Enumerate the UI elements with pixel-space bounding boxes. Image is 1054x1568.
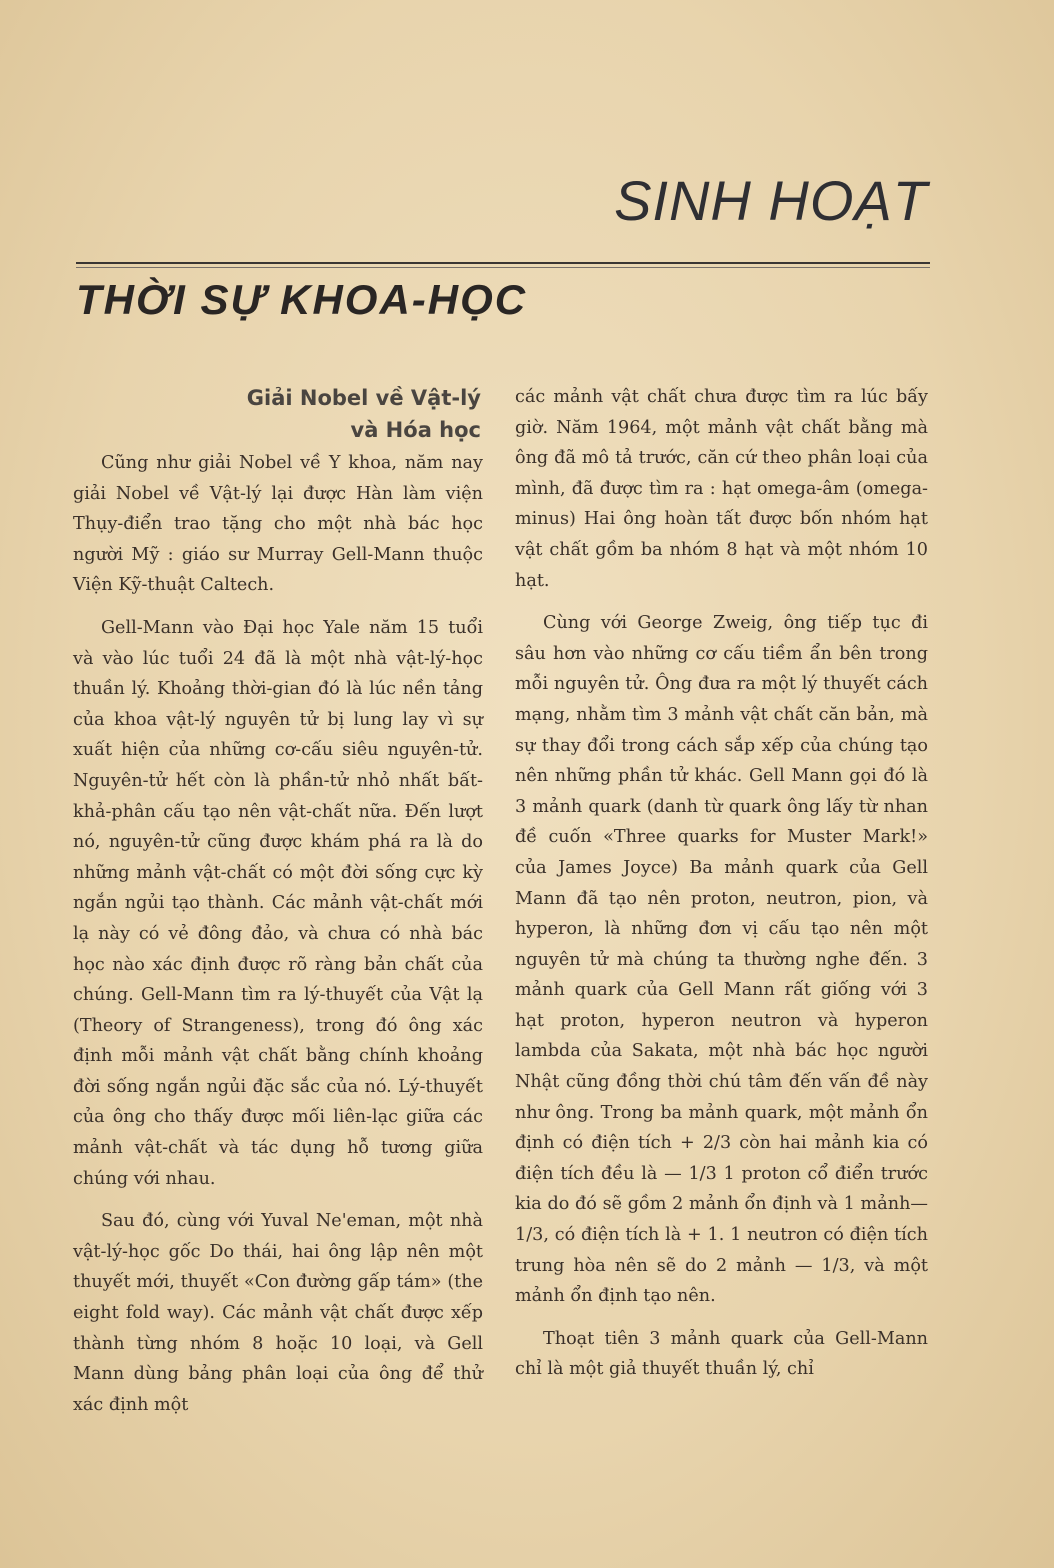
- title-rule-thin: [76, 267, 930, 268]
- paragraph: Sau đó, cùng với Yuval Ne'eman, một nhà vật-lý-học gốc Do thái, hai ông lập nên một thuyết mới, thuyết «Con đường gấp tám» (the eight fold way). Các mảnh vật chất được xếp thành từng nhóm 8 hoặc 10 loại, và Gell Mann dùng bảng phân loại của ông để thử xác định một: [73, 1211, 483, 1415]
- article-heading: [73, 382, 481, 446]
- paragraph: Cùng với George Zweig, ông tiếp tục đi sâu hơn vào những cơ cấu tiềm ẩn bên trong mỗi nguyên tử. Ông đưa ra một lý thuyết cách mạng, nhằm tìm 3 mảnh vật chất căn bản, mà sự thay đổi trong cách sắp xếp của chúng tạo nên những phần tử khác. Gell Mann gọi đó là 3 mảnh quark (danh từ quark ông lấy từ nhan đề cuốn «Three quarks for Muster Mark!» của James Joyce) Ba mảnh quark của Gell Mann đã tạo nên proton, neutron, pion, và hyperon, là những đơn vị cấu tạo nên một nguyên tử mà chúng ta thường nghe đến. 3 mảnh quark của Gell Mann rất giống với 3 hạt proton, hyperon neutron và hyperon lambda của Sakata, một nhà bác học người Nhật cũng đồng thời chú tâm đến vấn đề này như ông. Trong ba mảnh quark, một mảnh ổn định có điện tích + 2/3 còn hai mảnh kia có điện tích đều là — 1/3 1 proton cổ điển trước kia do đó sẽ gồm 2 mảnh ổn định và 1 mảnh—1/3, có điện tích là + 1. 1 neutron có điện tích trung hòa nên sẽ do 2 mảnh — 1/3, và một mảnh ổn định tạo nên.: [515, 613, 928, 1307]
- article-heading-line1: Giải Nobel về Vật-lý: [246, 386, 481, 410]
- article-heading-line2: và Hóa học: [350, 418, 481, 442]
- paragraph: các mảnh vật chất chưa được tìm ra lúc bấy giờ. Năm 1964, một mảnh vật chất bằng mà ông đã mô tả trước, căn cứ theo phân loại của mình, đã được tìm ra : hạt omega-âm (omega-minus) Hai ông hoàn tất được bốn nhóm hạt vật chất gồm ba nhóm 8 hạt và một nhóm 10 hạt.: [515, 387, 928, 591]
- title-rule: [76, 262, 930, 264]
- paragraph: Gell-Mann vào Đại học Yale năm 15 tuổi và vào lúc tuổi 24 đã là một nhà vật-lý-học thuần lý. Khoảng thời-gian đó là lúc nền tảng của khoa vật-lý nguyên tử bị lung lay vì sự xuất hiện của những cơ-cấu siêu nguyên-tử. Nguyên-tử hết còn là phần-tử nhỏ nhất bất-khả-phân cấu tạo nên vật-chất nữa. Đến lượt nó, nguyên-tử cũng được khám phá ra là do những mảnh vật-chất có một đời sống cực kỳ ngắn ngủi tạo thành. Các mảnh vật-chất mới lạ này có vẻ đông đảo, và chưa có nhà bác học nào xác định được rõ ràng bản chất của chúng. Gell-Mann tìm ra lý-thuyết của Vật lạ (Theory of Strangeness), trong đó ông xác định mỗi mảnh vật chất bằng chính khoảng đời sống ngắn ngủi đặc sắc của nó. Lý-thuyết của ông cho thấy được mối liên-lạc giữa các mảnh vật-chất và tác dụng hỗ tương giữa chúng với nhau.: [73, 617, 483, 1189]
- article-column-left: [73, 382, 483, 1432]
- article-column-right: [515, 382, 928, 1397]
- section-title: SINH HOẠT: [614, 169, 928, 232]
- paragraph: Cũng như giải Nobel về Y khoa, năm nay giải Nobel về Vật-lý lại được Hàn làm viện Thụy-điển trao tặng cho một nhà bác học người Mỹ : giáo sư Murray Gell-Mann thuộc Viện Kỹ-thuật Caltech.: [73, 453, 483, 596]
- column-title: THỜI SỰ KHOA-HỌC: [76, 276, 528, 323]
- paragraph: Thoạt tiên 3 mảnh quark của Gell-Mann chỉ là một giả thuyết thuần lý, chỉ: [515, 1328, 928, 1380]
